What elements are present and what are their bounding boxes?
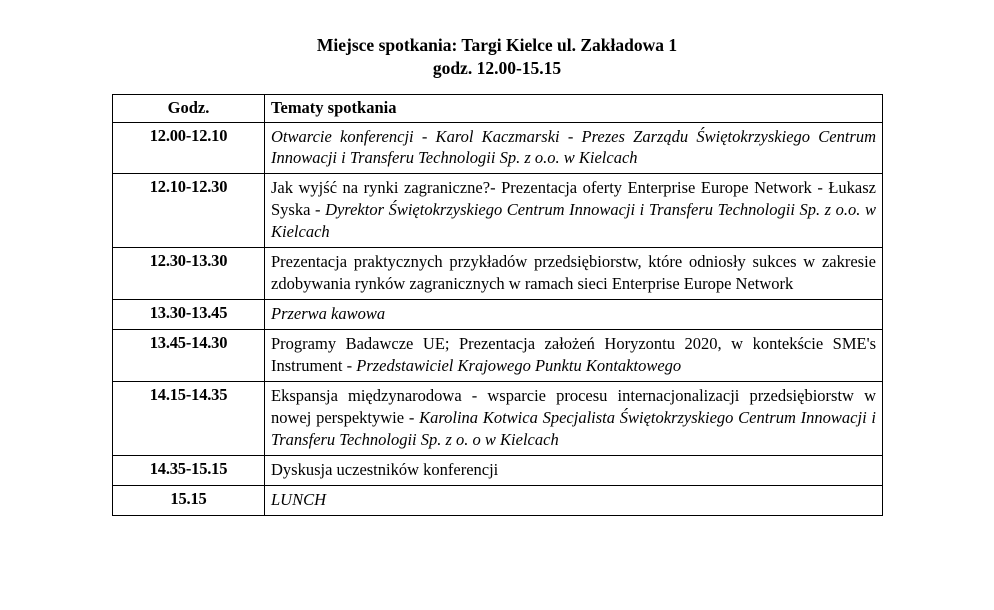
table-row [113, 485, 883, 515]
cell-topic [265, 248, 883, 300]
cell-time: 12.10-12.30 [113, 174, 265, 248]
cell-topic [265, 381, 883, 455]
cell-topic [265, 174, 883, 248]
topic-segment: Przerwa kawowa [271, 304, 386, 324]
table-row [113, 300, 883, 330]
document-header [0, 0, 994, 80]
header-line-venue: Miejsce spotkania: Targi Kielce ul. Zakładowa 1 [316, 35, 678, 55]
cell-topic [265, 485, 883, 515]
column-header-topic: Tematy spotkania [265, 94, 883, 122]
cell-time: 12.30-13.30 [113, 248, 265, 300]
cell-topic [265, 455, 883, 485]
table-row [113, 122, 883, 174]
topic-segment: Przedstawiciel Krajowego Punktu Kontaktowego [356, 355, 682, 375]
table-row [113, 455, 883, 485]
cell-time: 13.45-14.30 [113, 330, 265, 382]
table-row [113, 330, 883, 382]
table-row [113, 381, 883, 455]
topic-segment: Dyrektor Świętokrzyskiego Centrum Innowacji i Transferu Technologii Sp. z o.o. w Kielcach [271, 200, 876, 242]
table-header-row [113, 94, 883, 122]
topic-segment: Prezentacja praktycznych przykładów przedsiębiorstw, które odniosły sukces w zakresie zdobywania rynków zagranicznych w ramach sieci Enterprise Europe Network [271, 252, 876, 294]
topic-segment: Ekspansja międzynarodowa - wsparcie procesu internacjonalizacji przedsiębiorstw w nowej perspektywie - [271, 385, 876, 427]
cell-time: 12.00-12.10 [113, 122, 265, 174]
cell-time: 15.15 [113, 485, 265, 515]
topic-segment: Otwarcie konferencji - Karol Kaczmarski - Prezes Zarządu Świętokrzyskiego Centrum Innowacji i Transferu Technologii Sp. z o.o. w Kielcach [271, 126, 876, 168]
topic-segment: Karolina Kotwica Specjalista Świętokrzyskiego Centrum Innowacji i Transferu Technologii Sp. z o. o w Kielcach [271, 407, 876, 449]
cell-time: 14.35-15.15 [113, 455, 265, 485]
topic-segment: Programy Badawcze UE; Prezentacja założeń Horyzontu 2020, w kontekście SME's Instrument - [271, 334, 876, 375]
header-line-time: godz. 12.00-15.15 [432, 57, 562, 78]
topic-segment: Dyskusja uczestników konferencji [271, 459, 499, 479]
cell-topic [265, 300, 883, 330]
cell-time: 14.15-14.35 [113, 381, 265, 455]
table-header [113, 94, 883, 122]
table-row [113, 174, 883, 248]
cell-topic [265, 330, 883, 382]
table-body [113, 122, 883, 515]
agenda-container [0, 80, 994, 516]
cell-topic [265, 122, 883, 174]
agenda-table [112, 94, 883, 516]
column-header-time: Godz. [113, 94, 265, 122]
topic-segment: LUNCH [271, 489, 327, 509]
table-row [113, 248, 883, 300]
topic-segment: Jak wyjść na rynki zagraniczne?- Prezentacja oferty Enterprise Europe Network - Łukasz Syska - [271, 178, 876, 220]
cell-time: 13.30-13.45 [113, 300, 265, 330]
